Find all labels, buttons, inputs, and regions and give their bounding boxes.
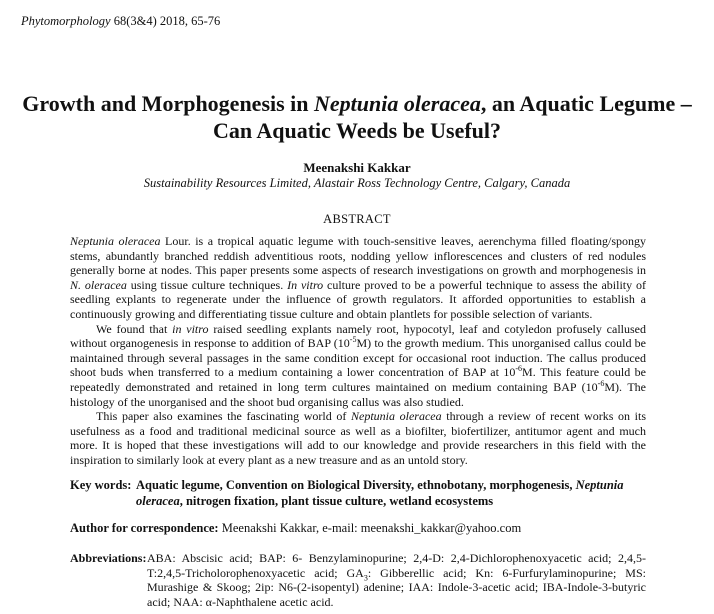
title-text: Growth and Morphogenesis in	[22, 91, 315, 116]
keywords-label: Key words:	[70, 478, 132, 492]
abstract-paragraph-1	[70, 234, 646, 322]
text-run: using tissue culture techniques.	[126, 277, 288, 292]
text-run: We found that	[96, 321, 173, 336]
species-name: Neptunia oleracea	[70, 234, 161, 248]
species-name: Neptunia oleracea	[351, 409, 442, 424]
correspondence-label: Author for correspondence:	[70, 521, 219, 535]
subscript: 3	[363, 572, 368, 582]
italic-term: in vitro	[172, 321, 209, 336]
text-run: ABA: Abscisic acid; BAP: 6- Benzylaminopurine; 2,4-D: 2,4-Dichlorophenoxyacetic acid; 2,4,5-T:2,4,5-Tricholorophenoxyacetic acid; GA	[147, 551, 646, 580]
abstract-paragraph-3	[70, 409, 646, 467]
superscript: -6	[515, 364, 523, 374]
text-run: culture proved to be a powerful technique to assess the ability of seedling explants to regenerate under the influence of growth regulators. It afforded opportunities to establish a continuously growing and differentiating tissue culture and obtain plantlets for possible selection of variants.	[70, 277, 646, 321]
text-run: M. This feature could be repeatedly demonstrated and retained in long term cultures maintained on medium containing BAP (10	[70, 365, 647, 394]
abstract-body	[70, 234, 646, 468]
text-run: This paper also examines the fascinating world of	[96, 409, 352, 424]
superscript: -6	[597, 378, 605, 388]
keywords-list	[136, 478, 650, 509]
text-run: Aquatic legume, Convention on Biological Diversity, ethnobotany, morphogenesis,	[136, 478, 576, 492]
journal-name: Phytomorphology	[21, 14, 111, 28]
author-affiliation: Sustainability Resources Limited, Alastair Ross Technology Centre, Calgary, Canada	[143, 176, 571, 190]
text-run: : Gibberellic acid; Kn: 6-Furfurylaminopurine; MS: Murashige & Skoog; 2ip: N6-(2-isopentyl) adenine; IAA: Indole-3-acetic acid; IBA-Indole-3-butyric acid; NAA: α-Naphthalene acetic acid.	[147, 565, 646, 609]
text-run: M) to the growth medium. This unorganised callus could be maintained through several passages in the same condition except for occasional root induction. The callus produced shoot buds when transferred to a medium containing a lower concentration of BAP at 10	[70, 336, 646, 380]
correspondence-text: Meenakshi Kakkar, e-mail: meenakshi_kakkar@yahoo.com	[218, 521, 522, 535]
species-name: Neptunia oleracea	[136, 478, 624, 508]
italic-term: In vitro	[287, 277, 324, 292]
text-run: M). The histology of the unorganised and the shoot bud organising callus was also studied.	[70, 379, 647, 409]
title-text-end: , an Aquatic Legume – Can Aquatic Weeds be Useful?	[212, 91, 692, 143]
journal-citation	[21, 14, 220, 29]
paper-title	[20, 90, 694, 144]
superscript: -5	[349, 335, 357, 345]
species-name: N. oleracea	[70, 277, 127, 292]
abbreviations-block	[70, 551, 646, 609]
text-run: Lour. is a tropical aquatic legume with touch-sensitive leaves, aerenchyma filled floating/spongy stems, abundantly branched reddish adventitious roots, nodding yellow inflorescences and clusters of red nodules generally borne at nodes. This paper presents some aspects of research investigations on growth and morphogenesis in	[70, 234, 646, 278]
journal-volume-pages: 68(3&4) 2018, 65-76	[113, 14, 221, 28]
text-run: , nitrogen fixation, plant tissue culture, wetland ecosystems	[179, 493, 494, 508]
author-name: Meenakshi Kakkar	[303, 160, 411, 175]
correspondence-line	[70, 521, 650, 536]
keywords-block	[70, 478, 650, 509]
abbreviations-label: Abbreviations:	[70, 551, 147, 565]
abbreviations-list	[147, 551, 646, 609]
abstract-heading: ABSTRACT	[323, 212, 391, 226]
abstract-paragraph-2	[70, 322, 646, 410]
text-run: raised seedling explants namely root, hypocotyl, leaf and cotyledon profusely callused without organogenesis in response to addition of BAP (10	[70, 321, 646, 351]
title-species: Neptunia oleracea	[314, 91, 481, 116]
text-run: through a review of recent works on its usefulness as a food and traditional medicinal source as well as a biofilter, biofertilizer, antitumor agent and much more. It is hoped that these investigations will add to our knowledge and provide researchers in this field with the inspiration to similarly look at every plant as a new treasure and as an untold story.	[70, 409, 647, 467]
